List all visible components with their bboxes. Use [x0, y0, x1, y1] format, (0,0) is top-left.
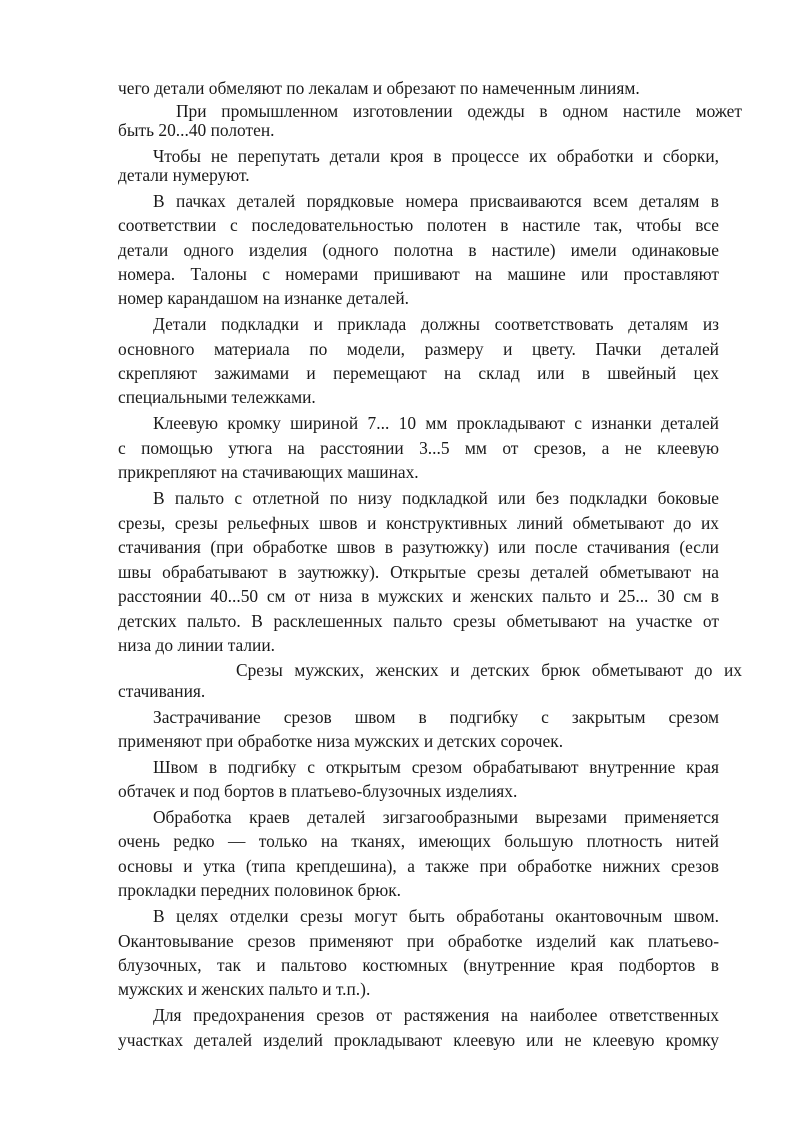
text-line: мужских и женских пальто и т.п.). [118, 979, 371, 999]
text-line: Для предохранения срезов от растяжения на наиболее ответственных [153, 1005, 719, 1025]
text-line: Чтобы не перепутать детали кроя в процессе их обработки и сборки, [153, 146, 719, 166]
text-line: номера. Талоны с номерами пришивают на машине или проставляют [118, 264, 719, 284]
text-line: номер карандашом на изнанке деталей. [118, 288, 410, 308]
text-line: основы и утка (типа крепдешина), а также при обработке нижних срезов [118, 856, 719, 876]
text-line: участках деталей изделий прокладывают клеевую или не клеевую кромку [118, 1030, 719, 1050]
text-line: чего детали обмеляют по лекалам и обрезают по намеченным линиям. [118, 78, 640, 98]
text-line: обтачек и под бортов в платьево-блузочных изделиях. [118, 781, 518, 801]
text-line: прокладки передних половинок брюк. [118, 880, 402, 900]
text-line: расстоянии 40...50 см от низа в мужских и женских пальто и 25... 30 см в [118, 586, 719, 606]
text-line: соответствии с последовательностью полотен в настиле так, чтобы все [118, 215, 719, 235]
text-line: быть 20...40 полотен. [118, 120, 275, 140]
text-line: очень редко — только на тканях, имеющих большую плотность нитей [118, 831, 719, 851]
text-line: швы обрабатывают в заутюжку). Открытые срезы деталей обметывают на [118, 562, 719, 582]
text-line: основного материала по модели, размеру и цвету. Пачки деталей [118, 339, 719, 359]
text-line: Застрачивание срезов швом в подгибку с закрытым срезом [153, 707, 719, 727]
text-line: прикрепляют на стачивающих машинах. [118, 462, 419, 482]
text-line: Клеевую кромку шириной 7... 10 мм прокладывают с изнанки деталей [153, 413, 719, 433]
text-line: В целях отделки срезы могут быть обработаны окантовочным швом. [153, 906, 719, 926]
text-line: применяют при обработке низа мужских и детских сорочек. [118, 731, 564, 751]
text-line: с помощью утюга на расстоянии 3...5 мм от срезов, а не клеевую [118, 438, 719, 458]
text-line: скрепляют зажимами и перемещают на склад или в швейный цех [118, 363, 719, 383]
text-line: Окантовывание срезов применяют при обработке изделий как платьево- [118, 931, 719, 951]
text-line: детали нумеруют. [118, 165, 250, 185]
text-line: В пальто с отлетной по низу подкладкой или без подкладки боковые [153, 488, 719, 508]
text-line: блузочных, так и пальтово костюмных (внутренние края подбортов в [118, 955, 719, 975]
text-line: детали одного изделия (одного полотна в настиле) имели одинаковые [118, 240, 719, 260]
text-line: низа до линии талии. [118, 635, 276, 655]
text-line: срезы, срезы рельефных швов и конструктивных линий обметывают до их [118, 513, 719, 533]
text-line: В пачках деталей порядковые номера присваиваются всем деталям в [153, 191, 719, 211]
text-line: стачивания. [118, 681, 206, 701]
text-line: специальными тележками. [118, 387, 316, 407]
text-line: детских пальто. В расклешенных пальто срезы обметывают на участке от [118, 611, 719, 631]
text-line: При промышленном изготовлении одежды в одном настиле может [176, 101, 742, 121]
text-line: стачивания (при обработке швов в разутюжку) или после стачивания (если [118, 537, 719, 557]
text-line: Швом в подгибку с открытым срезом обрабатывают внутренние края [153, 757, 719, 777]
text-line: Срезы мужских, женских и детских брюк обметывают до их [236, 660, 742, 680]
text-line: Обработка краев деталей зигзагообразными вырезами применяется [153, 807, 719, 827]
text-line: Детали подкладки и приклада должны соответствовать деталям из [153, 314, 719, 334]
